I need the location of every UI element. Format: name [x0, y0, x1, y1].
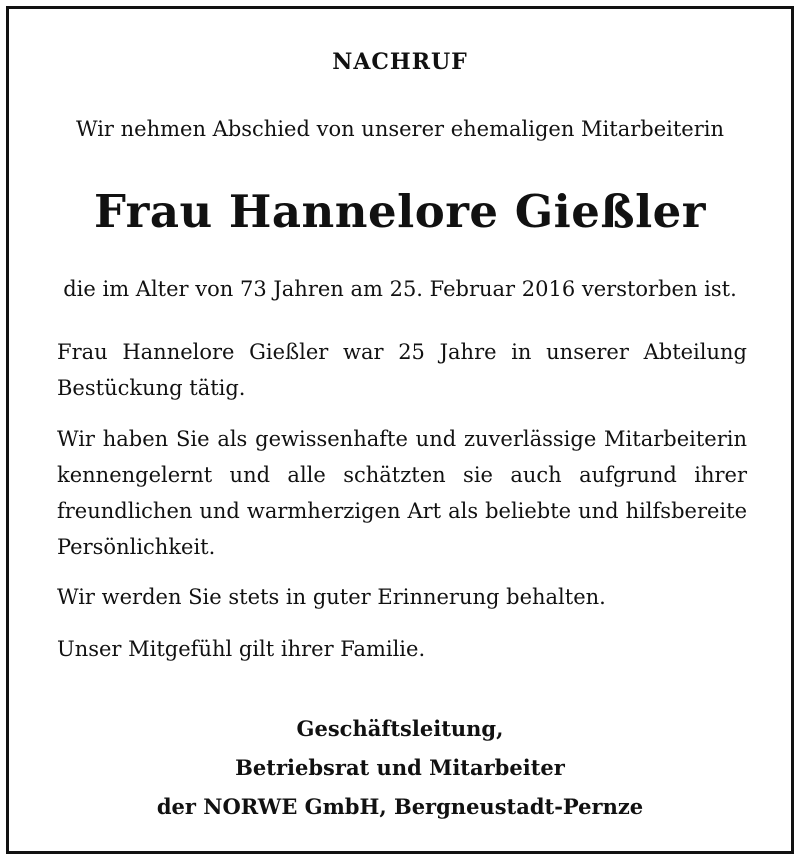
signature-line: Betriebsrat und Mitarbeiter [235, 755, 565, 780]
paragraph-service: Frau Hannelore Gießler war 25 Jahre in unserer Abteilung Bestückung tätig. [57, 340, 747, 400]
paragraph-remembrance: Wir werden Sie stets in guter Erinnerung behalten. [57, 585, 606, 609]
notice-heading: NACHRUF [332, 49, 468, 75]
deceased-name: Frau Hannelore Gießler [93, 185, 707, 238]
paragraph-appreciation: Wir haben Sie als gewissenhafte und zuverlässige Mitarbeiterin kennengelernt und alle schätzten sie auch aufgrund ihrer freundlichen und warmherzigen Art als beliebte und hilfsbereite Persönlichkeit. [57, 427, 747, 559]
signature-line: der NORWE GmbH, Bergneustadt-Pernze [156, 794, 644, 819]
signature-line: Geschäftsleitung, [296, 716, 504, 741]
signature-block [9, 709, 791, 826]
obituary-notice [6, 6, 794, 854]
age-line: die im Alter von 73 Jahren am 25. Februar 2016 verstorben ist. [63, 277, 737, 301]
intro-line: Wir nehmen Abschied von unserer ehemaligen Mitarbeiterin [75, 117, 724, 141]
paragraph-condolence: Unser Mitgefühl gilt ihrer Familie. [57, 637, 426, 661]
